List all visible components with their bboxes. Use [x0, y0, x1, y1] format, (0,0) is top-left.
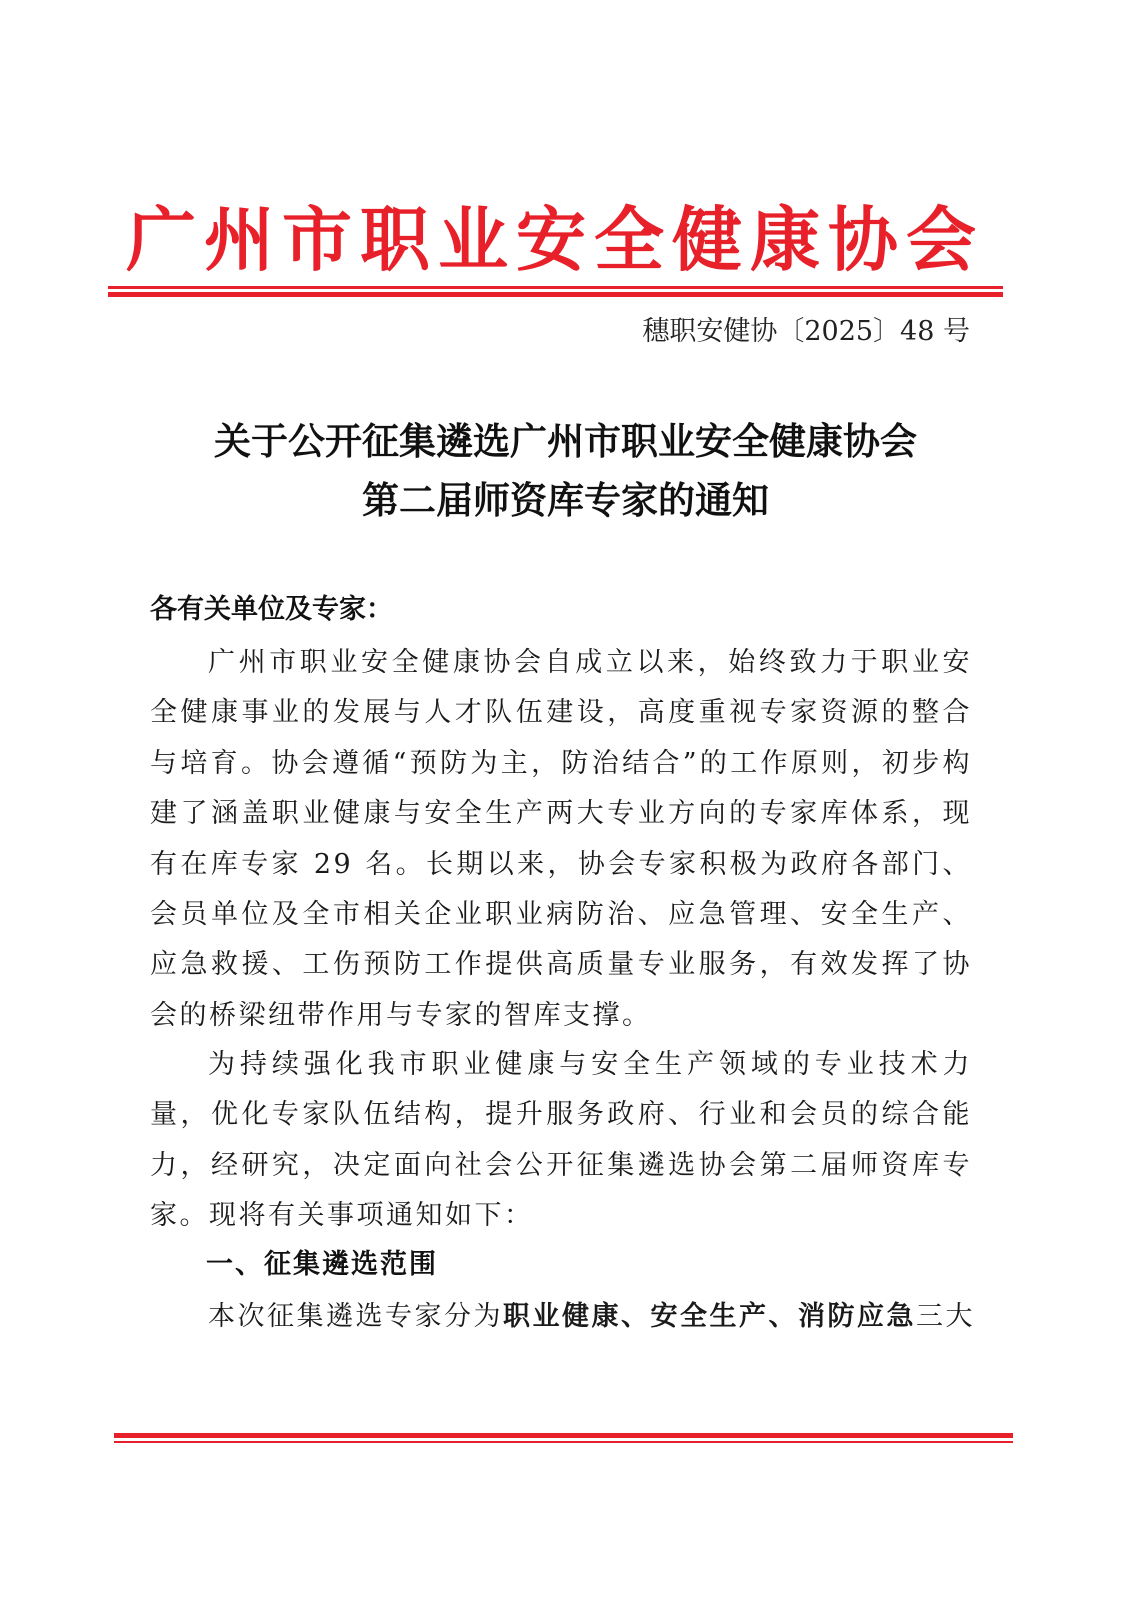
- paragraph-scope-emphasis: 职业健康、安全生产、消防应急: [503, 1301, 916, 1332]
- document-number: 穗职安健协〔2025〕48 号: [642, 316, 970, 347]
- footer-rule-thin: [114, 1441, 1013, 1443]
- document-title-line-2: 第二届师资库专家的通知: [362, 478, 769, 522]
- organization-header: 广州市职业安全健康协会: [126, 198, 984, 281]
- salutation: 各有关单位及专家：: [150, 594, 393, 625]
- document-title-line-1: 关于公开征集遴选广州市职业安全健康协会: [214, 419, 917, 463]
- paragraph-scope-prefix: 本次征集遴选专家分为: [208, 1301, 503, 1332]
- header-rule-thick: [108, 292, 1003, 297]
- paragraph-scope-suffix: 三大: [916, 1301, 975, 1332]
- paragraph-purpose: 为持续强化我市职业健康与安全生产领域的专业技术力量，优化专家队伍结构，提升服务政府、行业和会员的综合能力，经研究，决定面向社会公开征集遴选协会第二届师资库专家。现将有关事项通知如下：: [150, 1049, 972, 1232]
- header-rule-thin: [108, 286, 1003, 289]
- section-heading-scope: 一、征集遴选范围: [206, 1249, 438, 1280]
- footer-rule-thick: [114, 1433, 1013, 1438]
- paragraph-scope: [150, 1292, 975, 1342]
- paragraph-introduction: 广州市职业安全健康协会自成立以来，始终致力于职业安全健康事业的发展与人才队伍建设，高度重视专家资源的整合与培育。协会遵循“预防为主，防治结合”的工作原则，初步构建了涵盖职业健康与安全生产两大专业方向的专家库体系，现有在库专家 29 名。长期以来，协会专家积极为政府各部门、会员单位及全市相关企业职业病防治、应急管理、安全生产、应急救援、工伤预防工作提供高质量专业服务，有效发挥了协会的桥梁纽带作用与专家的智库支撑。: [150, 647, 972, 1031]
